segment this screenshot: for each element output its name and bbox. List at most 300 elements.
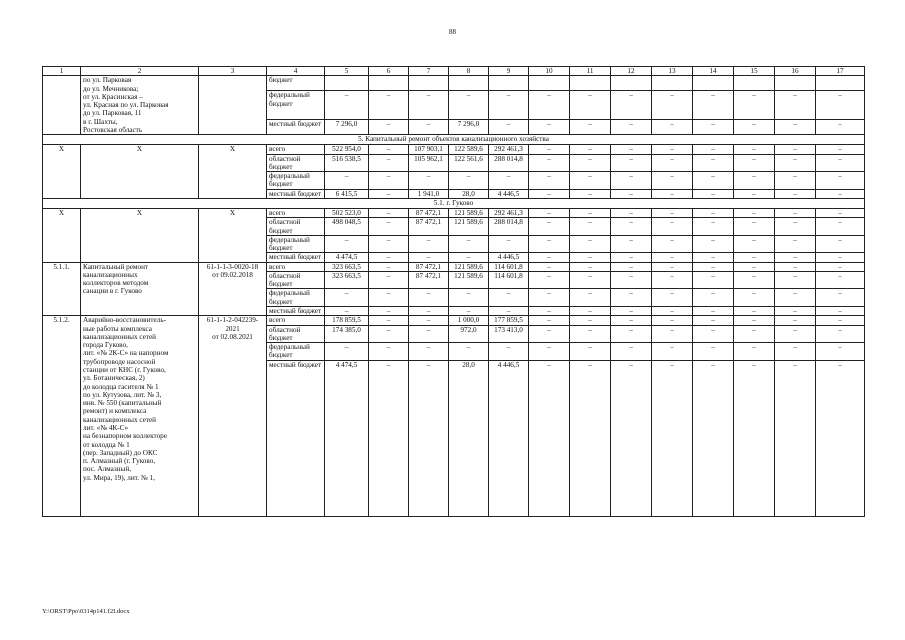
- amount-cell: –: [652, 343, 693, 361]
- file-path-footer: Y:\ORST\Ppo\0314p141.f2I.docx: [42, 608, 130, 615]
- funding-source-cell: местный бюджет: [267, 189, 325, 198]
- amount-cell: –: [693, 208, 734, 217]
- amount-cell: –: [570, 172, 611, 190]
- amount-cell: –: [816, 154, 865, 172]
- amount-cell: –: [775, 91, 816, 120]
- amount-cell: –: [816, 172, 865, 190]
- table-row: [43, 316, 865, 325]
- amount-cell: –: [775, 343, 816, 361]
- amount-cell: –: [611, 235, 652, 253]
- amount-cell: 121 589,6: [449, 262, 489, 271]
- amount-cell: –: [529, 120, 570, 135]
- amount-cell: [693, 76, 734, 91]
- amount-cell: –: [369, 208, 409, 217]
- column-number-cell: 6: [369, 67, 409, 76]
- amount-cell: –: [570, 307, 611, 316]
- amount-cell: –: [693, 154, 734, 172]
- amount-cell: –: [409, 360, 449, 516]
- amount-cell: –: [816, 343, 865, 361]
- amount-cell: –: [611, 120, 652, 135]
- amount-cell: –: [409, 289, 449, 307]
- budget-table: [42, 66, 865, 517]
- amount-cell: –: [529, 360, 570, 516]
- amount-cell: –: [449, 289, 489, 307]
- amount-cell: [449, 76, 489, 91]
- amount-cell: –: [652, 235, 693, 253]
- document-ref-cell: Х: [199, 145, 267, 199]
- amount-cell: –: [816, 325, 865, 343]
- amount-cell: –: [734, 262, 775, 271]
- amount-cell: –: [652, 154, 693, 172]
- amount-cell: –: [529, 91, 570, 120]
- amount-cell: 323 663,5: [325, 271, 369, 289]
- amount-cell: –: [409, 253, 449, 262]
- amount-cell: –: [369, 120, 409, 135]
- amount-cell: 114 601,8: [489, 262, 529, 271]
- amount-cell: –: [775, 360, 816, 516]
- amount-cell: 288 014,8: [489, 218, 529, 236]
- amount-cell: 502 523,0: [325, 208, 369, 217]
- amount-cell: –: [611, 316, 652, 325]
- amount-cell: –: [652, 253, 693, 262]
- amount-cell: –: [529, 325, 570, 343]
- amount-cell: –: [652, 262, 693, 271]
- amount-cell: [734, 76, 775, 91]
- amount-cell: –: [611, 172, 652, 190]
- amount-cell: –: [369, 235, 409, 253]
- amount-cell: –: [611, 253, 652, 262]
- amount-cell: 121 589,6: [449, 271, 489, 289]
- amount-cell: –: [734, 120, 775, 135]
- column-number-cell: 14: [693, 67, 734, 76]
- amount-cell: 121 589,6: [449, 208, 489, 217]
- amount-cell: 87 472,1: [409, 218, 449, 236]
- funding-source-cell: областной бюджет: [267, 218, 325, 236]
- item-number-cell: Х: [43, 208, 81, 262]
- funding-source-cell: областной бюджет: [267, 325, 325, 343]
- amount-cell: –: [734, 360, 775, 516]
- amount-cell: –: [489, 91, 529, 120]
- amount-cell: –: [489, 343, 529, 361]
- column-number-cell: 3: [199, 67, 267, 76]
- amount-cell: 4 474,5: [325, 360, 369, 516]
- table-row: [43, 262, 865, 271]
- amount-cell: –: [693, 218, 734, 236]
- section-heading-row: [43, 198, 865, 208]
- amount-cell: –: [570, 262, 611, 271]
- amount-cell: 173 413,0: [489, 325, 529, 343]
- amount-cell: –: [529, 253, 570, 262]
- funding-source-cell: федеральный бюджет: [267, 172, 325, 190]
- item-number-cell: [43, 76, 81, 135]
- amount-cell: –: [734, 307, 775, 316]
- amount-cell: –: [409, 307, 449, 316]
- amount-cell: –: [611, 189, 652, 198]
- amount-cell: –: [611, 325, 652, 343]
- amount-cell: –: [816, 189, 865, 198]
- column-number-cell: 5: [325, 67, 369, 76]
- amount-cell: 498 048,5: [325, 218, 369, 236]
- funding-source-cell: местный бюджет: [267, 120, 325, 135]
- amount-cell: –: [693, 189, 734, 198]
- amount-cell: 288 014,8: [489, 154, 529, 172]
- funding-source-cell: местный бюджет: [267, 360, 325, 516]
- amount-cell: –: [652, 218, 693, 236]
- amount-cell: –: [529, 343, 570, 361]
- amount-cell: –: [693, 325, 734, 343]
- amount-cell: –: [570, 235, 611, 253]
- column-number-cell: 16: [775, 67, 816, 76]
- amount-cell: 107 903,1: [409, 145, 449, 154]
- amount-cell: –: [693, 91, 734, 120]
- amount-cell: –: [449, 343, 489, 361]
- amount-cell: [652, 76, 693, 91]
- amount-cell: –: [489, 235, 529, 253]
- column-number-cell: 17: [816, 67, 865, 76]
- amount-cell: –: [775, 253, 816, 262]
- amount-cell: –: [816, 360, 865, 516]
- amount-cell: –: [816, 262, 865, 271]
- amount-cell: –: [734, 91, 775, 120]
- amount-cell: –: [816, 271, 865, 289]
- amount-cell: –: [693, 172, 734, 190]
- amount-cell: –: [693, 316, 734, 325]
- amount-cell: –: [449, 235, 489, 253]
- amount-cell: –: [369, 307, 409, 316]
- amount-cell: 7 296,0: [449, 120, 489, 135]
- amount-cell: 292 461,3: [489, 145, 529, 154]
- amount-cell: –: [652, 145, 693, 154]
- amount-cell: –: [693, 262, 734, 271]
- document-ref-cell: Х: [199, 208, 267, 262]
- amount-cell: –: [611, 307, 652, 316]
- column-number-cell: 1: [43, 67, 81, 76]
- column-number-cell: 15: [734, 67, 775, 76]
- amount-cell: –: [775, 154, 816, 172]
- amount-cell: –: [816, 145, 865, 154]
- amount-cell: –: [449, 91, 489, 120]
- amount-cell: –: [734, 271, 775, 289]
- amount-cell: 122 589,6: [449, 145, 489, 154]
- amount-cell: –: [570, 189, 611, 198]
- amount-cell: 4 446,5: [489, 253, 529, 262]
- amount-cell: –: [489, 289, 529, 307]
- amount-cell: –: [611, 208, 652, 217]
- amount-cell: –: [693, 360, 734, 516]
- amount-cell: –: [816, 208, 865, 217]
- amount-cell: –: [734, 218, 775, 236]
- amount-cell: –: [570, 120, 611, 135]
- amount-cell: 122 561,6: [449, 154, 489, 172]
- section-heading: 5. Капитальный ремонт объектов канализационного хозяйства: [43, 135, 865, 145]
- funding-source-cell: федеральный бюджет: [267, 343, 325, 361]
- amount-cell: –: [734, 316, 775, 325]
- amount-cell: 87 472,1: [409, 262, 449, 271]
- amount-cell: [409, 76, 449, 91]
- funding-source-cell: всего: [267, 145, 325, 154]
- amount-cell: –: [775, 120, 816, 135]
- amount-cell: –: [369, 343, 409, 361]
- amount-cell: –: [529, 145, 570, 154]
- item-number-cell: Х: [43, 145, 81, 199]
- amount-cell: –: [529, 218, 570, 236]
- amount-cell: –: [816, 316, 865, 325]
- amount-cell: –: [611, 343, 652, 361]
- amount-cell: –: [570, 154, 611, 172]
- amount-cell: –: [570, 325, 611, 343]
- amount-cell: 323 663,5: [325, 262, 369, 271]
- amount-cell: –: [816, 91, 865, 120]
- amount-cell: –: [775, 208, 816, 217]
- amount-cell: –: [409, 235, 449, 253]
- amount-cell: –: [652, 120, 693, 135]
- table-row: [43, 208, 865, 217]
- amount-cell: –: [693, 289, 734, 307]
- amount-cell: –: [611, 154, 652, 172]
- amount-cell: –: [816, 218, 865, 236]
- amount-cell: –: [734, 343, 775, 361]
- amount-cell: –: [775, 145, 816, 154]
- amount-cell: –: [570, 253, 611, 262]
- funding-source-cell: местный бюджет: [267, 307, 325, 316]
- amount-cell: –: [775, 316, 816, 325]
- amount-cell: –: [693, 145, 734, 154]
- column-number-cell: 4: [267, 67, 325, 76]
- amount-cell: –: [529, 235, 570, 253]
- funding-source-cell: областной бюджет: [267, 154, 325, 172]
- amount-cell: 105 962,1: [409, 154, 449, 172]
- amount-cell: –: [734, 189, 775, 198]
- amount-cell: –: [529, 289, 570, 307]
- column-number-cell: 2: [81, 67, 199, 76]
- amount-cell: –: [775, 307, 816, 316]
- amount-cell: –: [734, 289, 775, 307]
- amount-cell: –: [529, 154, 570, 172]
- column-number-cell: 8: [449, 67, 489, 76]
- amount-cell: –: [489, 307, 529, 316]
- funding-source-cell: всего: [267, 208, 325, 217]
- amount-cell: –: [369, 154, 409, 172]
- amount-cell: 1 941,0: [409, 189, 449, 198]
- amount-cell: –: [775, 218, 816, 236]
- amount-cell: –: [570, 145, 611, 154]
- amount-cell: –: [570, 360, 611, 516]
- amount-cell: –: [652, 325, 693, 343]
- amount-cell: –: [611, 289, 652, 307]
- amount-cell: –: [369, 189, 409, 198]
- amount-cell: 1 000,0: [449, 316, 489, 325]
- amount-cell: –: [693, 307, 734, 316]
- amount-cell: –: [369, 253, 409, 262]
- amount-cell: –: [325, 343, 369, 361]
- amount-cell: –: [734, 235, 775, 253]
- amount-cell: –: [693, 253, 734, 262]
- amount-cell: [369, 76, 409, 91]
- funding-source-cell: бюджет: [267, 76, 325, 91]
- amount-cell: –: [369, 289, 409, 307]
- column-number-cell: 12: [611, 67, 652, 76]
- amount-cell: –: [693, 235, 734, 253]
- amount-cell: –: [570, 343, 611, 361]
- object-name-cell: Аварийно-восстановитель- ные работы комплекса канализационных сетей города Гуково, лит. «№ 2К-С» на напорном трубопроводе насосной станции от КНС (г. Гуково, ул. Ботаническая, 2) до колодца гасителя № 1 по ул. Кутузова, лит. № 3, инв. № 550 (капитальный ремонт) и комплекса канализационных сетей лит. «№ 4К-С» на безнапорном коллекторе от колодца № 1 (пер. Западный) до ОКС п. Алмазный (г. Гуково, пос. Алмазный, ул. Мира, 19), лит. № 1,: [81, 316, 199, 516]
- amount-cell: [570, 76, 611, 91]
- column-number-cell: 11: [570, 67, 611, 76]
- amount-cell: –: [409, 91, 449, 120]
- amount-cell: –: [652, 316, 693, 325]
- amount-cell: –: [611, 271, 652, 289]
- amount-cell: –: [409, 325, 449, 343]
- amount-cell: –: [369, 325, 409, 343]
- amount-cell: –: [816, 120, 865, 135]
- amount-cell: [775, 76, 816, 91]
- amount-cell: –: [570, 289, 611, 307]
- amount-cell: –: [325, 307, 369, 316]
- amount-cell: –: [652, 289, 693, 307]
- amount-cell: 178 859,5: [325, 316, 369, 325]
- amount-cell: –: [369, 360, 409, 516]
- amount-cell: –: [816, 235, 865, 253]
- section-heading-row: [43, 135, 865, 145]
- amount-cell: –: [775, 262, 816, 271]
- amount-cell: –: [570, 316, 611, 325]
- amount-cell: –: [570, 91, 611, 120]
- amount-cell: –: [775, 172, 816, 190]
- amount-cell: –: [529, 271, 570, 289]
- amount-cell: –: [693, 120, 734, 135]
- amount-cell: –: [611, 360, 652, 516]
- amount-cell: –: [449, 172, 489, 190]
- amount-cell: –: [775, 325, 816, 343]
- amount-cell: –: [611, 262, 652, 271]
- amount-cell: –: [369, 271, 409, 289]
- amount-cell: –: [529, 316, 570, 325]
- amount-cell: –: [325, 289, 369, 307]
- amount-cell: –: [775, 189, 816, 198]
- page-number: 88: [449, 28, 456, 36]
- amount-cell: –: [489, 172, 529, 190]
- amount-cell: –: [529, 208, 570, 217]
- amount-cell: 4 446,5: [489, 189, 529, 198]
- amount-cell: –: [369, 262, 409, 271]
- amount-cell: 4 446,5: [489, 360, 529, 516]
- amount-cell: –: [409, 172, 449, 190]
- amount-cell: [325, 76, 369, 91]
- amount-cell: –: [775, 235, 816, 253]
- amount-cell: –: [652, 91, 693, 120]
- amount-cell: –: [369, 218, 409, 236]
- amount-cell: 4 474,5: [325, 253, 369, 262]
- amount-cell: –: [652, 189, 693, 198]
- amount-cell: –: [369, 91, 409, 120]
- funding-source-cell: федеральный бюджет: [267, 235, 325, 253]
- amount-cell: –: [529, 307, 570, 316]
- amount-cell: –: [369, 316, 409, 325]
- amount-cell: –: [734, 172, 775, 190]
- amount-cell: 121 589,6: [449, 218, 489, 236]
- funding-source-cell: всего: [267, 316, 325, 325]
- funding-source-cell: местный бюджет: [267, 253, 325, 262]
- item-number-cell: 5.1.2.: [43, 316, 81, 516]
- funding-source-cell: областной бюджет: [267, 271, 325, 289]
- amount-cell: –: [325, 172, 369, 190]
- object-name-cell: Х: [81, 145, 199, 199]
- column-number-cell: 9: [489, 67, 529, 76]
- amount-cell: 114 601,8: [489, 271, 529, 289]
- amount-cell: [529, 76, 570, 91]
- amount-cell: –: [611, 91, 652, 120]
- amount-cell: –: [611, 218, 652, 236]
- funding-source-cell: федеральный бюджет: [267, 289, 325, 307]
- amount-cell: –: [734, 208, 775, 217]
- amount-cell: –: [652, 307, 693, 316]
- object-name-cell: Х: [81, 208, 199, 262]
- amount-cell: [816, 76, 865, 91]
- document-ref-cell: 61-1-1-2-042239- 2021 от 02.08.2021: [199, 316, 267, 516]
- amount-cell: –: [734, 253, 775, 262]
- column-number-cell: 13: [652, 67, 693, 76]
- amount-cell: –: [693, 271, 734, 289]
- amount-cell: 7 296,0: [325, 120, 369, 135]
- amount-cell: –: [369, 172, 409, 190]
- amount-cell: –: [570, 218, 611, 236]
- amount-cell: –: [693, 343, 734, 361]
- amount-cell: –: [734, 325, 775, 343]
- amount-cell: –: [529, 172, 570, 190]
- amount-cell: 292 461,3: [489, 208, 529, 217]
- amount-cell: –: [816, 307, 865, 316]
- amount-cell: –: [775, 271, 816, 289]
- item-number-cell: 5.1.1.: [43, 262, 81, 316]
- amount-cell: –: [734, 145, 775, 154]
- amount-cell: 28,0: [449, 189, 489, 198]
- amount-cell: 972,0: [449, 325, 489, 343]
- amount-cell: –: [489, 120, 529, 135]
- amount-cell: 177 859,5: [489, 316, 529, 325]
- amount-cell: –: [409, 120, 449, 135]
- amount-cell: –: [325, 235, 369, 253]
- amount-cell: –: [449, 253, 489, 262]
- column-number-cell: 7: [409, 67, 449, 76]
- amount-cell: –: [369, 145, 409, 154]
- section-heading: 5.1. г. Гуково: [43, 198, 865, 208]
- amount-cell: 6 415,5: [325, 189, 369, 198]
- amount-cell: –: [325, 91, 369, 120]
- column-number-cell: 10: [529, 67, 570, 76]
- amount-cell: –: [734, 154, 775, 172]
- amount-cell: –: [611, 145, 652, 154]
- amount-cell: –: [652, 172, 693, 190]
- amount-cell: 28,0: [449, 360, 489, 516]
- amount-cell: –: [409, 343, 449, 361]
- amount-cell: –: [816, 289, 865, 307]
- funding-source-cell: федеральный бюджет: [267, 91, 325, 120]
- document-ref-cell: 61-1-1-3-0020-18 от 09.02.2018: [199, 262, 267, 316]
- amount-cell: –: [449, 307, 489, 316]
- table-row: [43, 76, 865, 91]
- funding-source-cell: всего: [267, 262, 325, 271]
- amount-cell: –: [816, 253, 865, 262]
- table-row: [43, 145, 865, 154]
- amount-cell: 174 385,0: [325, 325, 369, 343]
- amount-cell: 516 538,5: [325, 154, 369, 172]
- amount-cell: –: [652, 208, 693, 217]
- object-name-cell: Капитальный ремонт канализационных коллекторов методом санации в г. Гуково: [81, 262, 199, 316]
- amount-cell: –: [652, 271, 693, 289]
- amount-cell: 522 954,0: [325, 145, 369, 154]
- amount-cell: –: [775, 289, 816, 307]
- amount-cell: 87 472,1: [409, 208, 449, 217]
- object-name-cell: по ул. Парковая до ул. Мечникова; от ул. Красинская – ул. Красная по ул. Парковая до ул. Парковая, 11 в г. Шахты, Ростовская область: [81, 76, 199, 135]
